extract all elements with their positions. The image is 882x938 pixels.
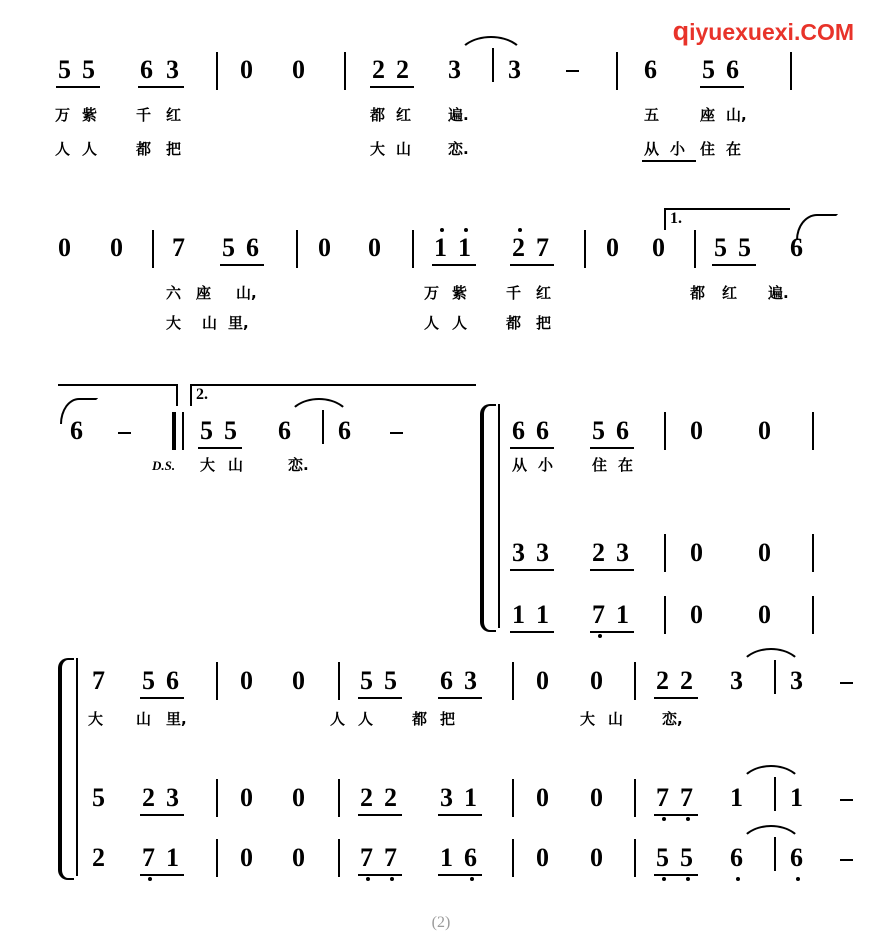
beam: [590, 447, 634, 449]
note: 3: [464, 666, 477, 695]
octave-dot-low: [148, 877, 152, 881]
lyric: 人: [330, 710, 346, 728]
note: 3: [166, 55, 179, 84]
lyric: 座: [196, 284, 212, 302]
lyric: 人: [82, 140, 98, 158]
lyric: 恋,: [662, 710, 683, 728]
note: 5: [224, 416, 237, 445]
lyric: 山,: [726, 106, 747, 124]
system-brace: [58, 658, 74, 880]
note: 0: [292, 55, 305, 84]
note-stem: [774, 837, 776, 871]
beam: [654, 874, 698, 876]
note: 0: [110, 233, 123, 262]
note: 0: [590, 843, 603, 872]
barline: [216, 52, 218, 90]
barline: [616, 52, 618, 90]
note: 6: [644, 55, 657, 84]
note-stem: [492, 48, 494, 82]
barline: [216, 662, 218, 700]
barline: [664, 412, 666, 450]
lyric: 人: [452, 314, 468, 332]
beam: [590, 569, 634, 571]
barline: [634, 662, 636, 700]
note: 6: [440, 666, 453, 695]
barline: [790, 52, 792, 90]
note: 0: [240, 843, 253, 872]
note: 5: [360, 666, 373, 695]
note: 5: [58, 55, 71, 84]
ending-bracket-top: [664, 208, 790, 210]
octave-dot-low: [662, 877, 666, 881]
note: 7: [92, 666, 105, 695]
note: 5: [92, 783, 105, 812]
beam: [198, 447, 242, 449]
note: 1: [440, 843, 453, 872]
note: 2: [92, 843, 105, 872]
beam: [438, 874, 482, 876]
barline: [812, 412, 814, 450]
note: 6: [726, 55, 739, 84]
note: 1: [434, 233, 447, 262]
lyric: 山,: [236, 284, 257, 302]
duration-dash: [566, 70, 579, 72]
note: 6: [338, 416, 351, 445]
lyric: 紫: [452, 284, 468, 302]
barline: [338, 662, 340, 700]
octave-dot-low: [686, 817, 690, 821]
note: 6: [140, 55, 153, 84]
barline: [812, 534, 814, 572]
note: 2: [360, 783, 373, 812]
page-number: (2): [431, 914, 451, 931]
slur: [796, 214, 838, 240]
system-brace: [480, 404, 496, 632]
lyric: 万: [55, 106, 71, 124]
lyric: 在: [726, 140, 742, 158]
lyric: 大: [580, 710, 596, 728]
note: 2: [512, 233, 525, 262]
lyric: 人: [424, 314, 440, 332]
lyric: 在: [618, 456, 634, 474]
ending-bracket-left: [664, 208, 666, 230]
note: 0: [536, 843, 549, 872]
barline: [512, 779, 514, 817]
lyric: 山: [202, 314, 218, 332]
lyric: 山: [228, 456, 244, 474]
octave-dot-low: [662, 817, 666, 821]
duration-dash: [390, 432, 403, 434]
lyric: 红: [396, 106, 412, 124]
beam: [56, 86, 100, 88]
lyric: 遍.: [768, 284, 789, 302]
lyric: 大: [166, 314, 182, 332]
lyric: 都: [506, 314, 522, 332]
note: 5: [82, 55, 95, 84]
note-stem: [774, 777, 776, 811]
note: 6: [790, 233, 803, 262]
lyric: 人: [55, 140, 71, 158]
note: 3: [790, 666, 803, 695]
barline: [296, 230, 298, 268]
note: 0: [590, 783, 603, 812]
lyric: 大: [88, 710, 104, 728]
note-stem: [774, 660, 776, 694]
beam: [138, 86, 184, 88]
barline: [664, 596, 666, 634]
beam: [438, 814, 482, 816]
ending-number: 1.: [670, 210, 682, 227]
note: 2: [142, 783, 155, 812]
ending-bracket-top: [58, 384, 178, 386]
lyric: 恋.: [448, 140, 469, 158]
note: 2: [656, 666, 669, 695]
note: 5: [680, 843, 693, 872]
note: 0: [536, 666, 549, 695]
beam: [140, 697, 184, 699]
octave-dot-low: [470, 877, 474, 881]
note: 3: [616, 538, 629, 567]
lyric: 把: [166, 140, 182, 158]
lyric: 紫: [82, 106, 98, 124]
duration-dash: [840, 682, 853, 684]
lyric: 红: [536, 284, 552, 302]
octave-dot-low: [366, 877, 370, 881]
note: 0: [368, 233, 381, 262]
note-stem: [322, 410, 324, 444]
note: 0: [758, 416, 771, 445]
site-watermark: [673, 16, 854, 47]
note: 1: [616, 600, 629, 629]
note: 5: [656, 843, 669, 872]
lyric: 山: [136, 710, 152, 728]
beam: [220, 264, 264, 266]
note: 2: [592, 538, 605, 567]
duration-dash: [118, 432, 131, 434]
barline: [634, 839, 636, 877]
note: 6: [464, 843, 477, 872]
note: 0: [690, 600, 703, 629]
watermark-text: iyuexuexi.COM: [689, 19, 854, 45]
lyric: 把: [440, 710, 456, 728]
lyric: 六: [166, 284, 182, 302]
octave-dot-low: [598, 634, 602, 638]
note: 0: [536, 783, 549, 812]
note: 3: [536, 538, 549, 567]
note: 7: [142, 843, 155, 872]
ending-bracket-top: [190, 384, 476, 386]
note: 0: [758, 600, 771, 629]
octave-dot-high: [518, 228, 522, 232]
note: 3: [166, 783, 179, 812]
note: 6: [512, 416, 525, 445]
beam: [510, 264, 554, 266]
barline: [338, 839, 340, 877]
note: 0: [240, 783, 253, 812]
note: 0: [58, 233, 71, 262]
note: 0: [318, 233, 331, 262]
octave-dot-low: [686, 877, 690, 881]
note: 0: [292, 783, 305, 812]
note: 6: [536, 416, 549, 445]
note: 0: [590, 666, 603, 695]
note: 1: [536, 600, 549, 629]
note: 7: [592, 600, 605, 629]
note: 6: [166, 666, 179, 695]
beam: [358, 814, 402, 816]
lyric: 大: [370, 140, 386, 158]
ending-bracket-right: [176, 384, 178, 406]
beam: [654, 697, 698, 699]
lyric: 从: [512, 456, 528, 474]
note: 0: [690, 416, 703, 445]
note: 2: [372, 55, 385, 84]
note: 2: [384, 783, 397, 812]
note: 0: [240, 666, 253, 695]
lyric: 小: [670, 140, 686, 158]
lyric: 遍.: [448, 106, 469, 124]
note: 1: [512, 600, 525, 629]
barline: [812, 596, 814, 634]
barline: [412, 230, 414, 268]
beam: [700, 86, 744, 88]
lyric: 大: [200, 456, 216, 474]
note: 3: [508, 55, 521, 84]
beam: [654, 814, 698, 816]
note: 7: [680, 783, 693, 812]
lyric-underline: [642, 160, 696, 162]
note: 3: [448, 55, 461, 84]
barline: [664, 534, 666, 572]
note: 6: [616, 416, 629, 445]
ending-number: 2.: [196, 386, 208, 403]
barline: [634, 779, 636, 817]
note: 3: [512, 538, 525, 567]
octave-dot-low: [390, 877, 394, 881]
barline: [344, 52, 346, 90]
beam: [432, 264, 476, 266]
lyric: 住: [592, 456, 608, 474]
note: 5: [702, 55, 715, 84]
lyric: 红: [166, 106, 182, 124]
lyric: 小: [538, 456, 554, 474]
beam: [510, 447, 554, 449]
note: 0: [240, 55, 253, 84]
note: 5: [592, 416, 605, 445]
barline: [216, 839, 218, 877]
lyric: 座: [700, 106, 716, 124]
lyric: 红: [722, 284, 738, 302]
system-barline: [76, 658, 78, 876]
note: 1: [730, 783, 743, 812]
repeat-barline-thin: [182, 412, 184, 450]
beam: [140, 874, 184, 876]
note: 2: [396, 55, 409, 84]
note: 6: [70, 416, 83, 445]
barline: [512, 662, 514, 700]
note: 6: [730, 843, 743, 872]
lyric: 山: [608, 710, 624, 728]
lyric: 五: [644, 106, 660, 124]
note: 5: [714, 233, 727, 262]
note: 5: [738, 233, 751, 262]
note: 0: [292, 666, 305, 695]
duration-dash: [840, 799, 853, 801]
beam: [510, 631, 554, 633]
note: 1: [458, 233, 471, 262]
lyric: 千: [506, 284, 522, 302]
note: 1: [166, 843, 179, 872]
octave-dot-high: [464, 228, 468, 232]
lyric: 里,: [166, 710, 187, 728]
note: 3: [440, 783, 453, 812]
duration-dash: [840, 859, 853, 861]
note: 2: [680, 666, 693, 695]
barline: [216, 779, 218, 817]
note: 7: [360, 843, 373, 872]
lyric: 都: [412, 710, 428, 728]
barline: [338, 779, 340, 817]
note: 6: [278, 416, 291, 445]
octave-dot-high: [440, 228, 444, 232]
lyric: 人: [358, 710, 374, 728]
note: 6: [790, 843, 803, 872]
beam: [358, 697, 402, 699]
note: 0: [758, 538, 771, 567]
ending-bracket-left: [190, 384, 192, 406]
lyric: 山: [396, 140, 412, 158]
beam: [358, 874, 402, 876]
barline: [512, 839, 514, 877]
barline: [584, 230, 586, 268]
barline: [694, 230, 696, 268]
note: 5: [222, 233, 235, 262]
watermark-first-letter: q: [672, 16, 690, 46]
lyric: 把: [536, 314, 552, 332]
lyric: 千: [136, 106, 152, 124]
ds-marking: D.S.: [152, 458, 176, 473]
note: 0: [292, 843, 305, 872]
note: 3: [730, 666, 743, 695]
note: 1: [790, 783, 803, 812]
lyric: 恋.: [288, 456, 309, 474]
beam: [438, 697, 482, 699]
beam: [712, 264, 756, 266]
repeat-barline-thick: [172, 412, 176, 450]
note: 5: [384, 666, 397, 695]
note: 7: [656, 783, 669, 812]
note: 0: [652, 233, 665, 262]
octave-dot-low: [796, 877, 800, 881]
beam: [370, 86, 414, 88]
lyric: 都: [136, 140, 152, 158]
note: 6: [246, 233, 259, 262]
note: 5: [200, 416, 213, 445]
note: 7: [384, 843, 397, 872]
lyric: 从: [644, 140, 660, 158]
note: 7: [172, 233, 185, 262]
note: 1: [464, 783, 477, 812]
barline: [152, 230, 154, 268]
lyric: 住: [700, 140, 716, 158]
beam: [510, 569, 554, 571]
note: 7: [536, 233, 549, 262]
octave-dot-low: [736, 877, 740, 881]
note: 0: [606, 233, 619, 262]
lyric: 万: [424, 284, 440, 302]
system-barline: [498, 404, 500, 628]
beam: [140, 814, 184, 816]
note: 5: [142, 666, 155, 695]
lyric: 都: [690, 284, 706, 302]
beam: [590, 631, 634, 633]
lyric: 都: [370, 106, 386, 124]
note: 0: [690, 538, 703, 567]
lyric: 里,: [228, 314, 249, 332]
